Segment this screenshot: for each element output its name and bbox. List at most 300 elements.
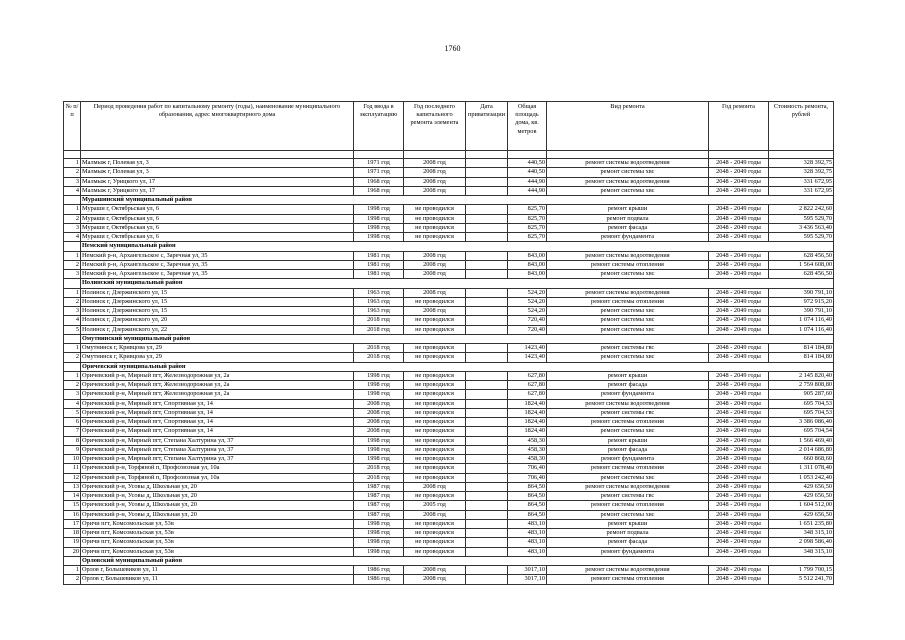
row-last-repair: не проводился (404, 344, 466, 353)
table-body (64, 151, 834, 585)
section-row (64, 196, 834, 205)
row-year-built: 1968 год (354, 186, 404, 195)
row-cost: 348 315,10 (769, 547, 834, 556)
row-number: 1 (64, 344, 81, 353)
row-address: Оричевский р-н, Мирный пгт, Спортивная ул, 14 (81, 418, 354, 427)
row-last-repair: не проводился (404, 492, 466, 501)
row-address: Оричевский р-н, Усовы д, Школьная ул, 20 (81, 492, 354, 501)
row-repair-type: ремонт крыши (547, 205, 709, 214)
row-privatization-date (466, 538, 508, 547)
table-row (64, 214, 834, 223)
row-repair-year: 2048 - 2049 годы (709, 325, 769, 334)
row-cost: 814 184,80 (769, 353, 834, 362)
row-year-built: 1971 год (354, 168, 404, 177)
row-privatization-date (466, 205, 508, 214)
header-last-repair: Год последнего капитального ремонта элемента (404, 102, 466, 151)
row-privatization-date (466, 547, 508, 556)
row-address: Оричевский р-н, Мирный пгт, Спортивная ул, 14 (81, 399, 354, 408)
row-number: 4 (64, 186, 81, 195)
row-last-repair: не проводился (404, 205, 466, 214)
row-number: 5 (64, 325, 81, 334)
row-repair-type: ремонт системы хвс (547, 186, 709, 195)
row-number: 2 (64, 381, 81, 390)
row-address: Оричи пгт, Комсомольская ул, 53в (81, 529, 354, 538)
row-cost: 328 392,75 (769, 159, 834, 168)
row-repair-year: 2048 - 2049 годы (709, 316, 769, 325)
row-cost: 5 512 241,70 (769, 575, 834, 584)
section-row (64, 279, 834, 288)
row-address: Оричевский р-н, Мирный пгт, Степана Халтурина ул, 37 (81, 445, 354, 454)
row-last-repair: не проводился (404, 371, 466, 380)
row-address: Мураши г, Октябрьская ул, 6 (81, 214, 354, 223)
row-cost: 429 656,50 (769, 482, 834, 491)
row-cost: 1 311 078,40 (769, 464, 834, 473)
row-privatization-date (466, 519, 508, 528)
row-privatization-date (466, 168, 508, 177)
row-number: 5 (64, 408, 81, 417)
row-last-repair: 2008 год (404, 307, 466, 316)
row-number: 4 (64, 399, 81, 408)
row-last-repair: 2008 год (404, 251, 466, 260)
table-row (64, 510, 834, 519)
row-area: 440,50 (508, 168, 547, 177)
row-privatization-date (466, 260, 508, 269)
row-last-repair: не проводился (404, 223, 466, 232)
row-number: 11 (64, 464, 81, 473)
row-repair-year: 2048 - 2049 годы (709, 186, 769, 195)
row-repair-year: 2048 - 2049 годы (709, 260, 769, 269)
row-last-repair: 2005 год (404, 501, 466, 510)
row-number: 1 (64, 251, 81, 260)
section-row (64, 242, 834, 251)
row-year-built: 1998 год (354, 445, 404, 454)
row-address: Малмыж г, Полевая ул, 3 (81, 168, 354, 177)
row-privatization-date (466, 233, 508, 242)
row-area: 720,40 (508, 325, 547, 334)
row-cost: 331 672,95 (769, 177, 834, 186)
row-area: 706,40 (508, 473, 547, 482)
row-cost: 695 704,53 (769, 408, 834, 417)
table-row (64, 390, 834, 399)
row-number: 2 (64, 297, 81, 306)
row-area: 483,10 (508, 538, 547, 547)
row-repair-year: 2048 - 2049 годы (709, 288, 769, 297)
row-area: 1423,40 (508, 344, 547, 353)
row-number: 1 (64, 205, 81, 214)
row-repair-year: 2048 - 2049 годы (709, 408, 769, 417)
row-year-built: 2008 год (354, 418, 404, 427)
row-cost: 2 759 808,80 (769, 381, 834, 390)
row-repair-type: ремонт фасада (547, 381, 709, 390)
row-address: Оричевский р-н, Усовы д, Школьная ул, 20 (81, 482, 354, 491)
row-cost: 1 074 116,40 (769, 316, 834, 325)
row-number: 19 (64, 538, 81, 547)
header-area: Общая площадь дома, кв. метров (508, 102, 547, 151)
row-repair-year: 2048 - 2049 годы (709, 223, 769, 232)
row-repair-type: ремонт системы водоотведения (547, 399, 709, 408)
row-address: Оричевский р-н, Мирный пгт, Степана Халтурина ул, 37 (81, 455, 354, 464)
table-row (64, 233, 834, 242)
row-privatization-date (466, 473, 508, 482)
row-number: 8 (64, 436, 81, 445)
row-last-repair: не проводился (404, 473, 466, 482)
row-address: Мураши г, Октябрьская ул, 6 (81, 223, 354, 232)
row-repair-type: ремонт системы хвс (547, 353, 709, 362)
row-address: Нолинск г, Дзержинского ул, 20 (81, 316, 354, 325)
row-privatization-date (466, 418, 508, 427)
row-repair-year: 2048 - 2049 годы (709, 538, 769, 547)
row-address: Малмыж г, Полевая ул, 3 (81, 159, 354, 168)
row-privatization-date (466, 353, 508, 362)
section-title: Омутнинский муниципальный район (81, 334, 834, 343)
row-last-repair: не проводился (404, 538, 466, 547)
row-repair-year: 2048 - 2049 годы (709, 492, 769, 501)
row-privatization-date (466, 390, 508, 399)
table-row (64, 501, 834, 510)
row-last-repair: 2008 год (404, 510, 466, 519)
row-privatization-date (466, 223, 508, 232)
row-repair-type: ремонт фасада (547, 538, 709, 547)
table-row (64, 297, 834, 306)
table-row (64, 575, 834, 584)
row-year-built: 1968 год (354, 177, 404, 186)
row-year-built: 1998 год (354, 455, 404, 464)
row-number: 12 (64, 473, 81, 482)
row-last-repair: не проводился (404, 464, 466, 473)
row-cost: 390 791,10 (769, 307, 834, 316)
row-area: 524,20 (508, 297, 547, 306)
row-privatization-date (466, 510, 508, 519)
row-year-built: 1987 год (354, 510, 404, 519)
row-last-repair: 2008 год (404, 288, 466, 297)
row-area: 825,70 (508, 205, 547, 214)
row-repair-year: 2048 - 2049 годы (709, 399, 769, 408)
row-cost: 2 014 686,80 (769, 445, 834, 454)
row-repair-type: ремонт крыши (547, 371, 709, 380)
row-number: 10 (64, 455, 81, 464)
table-row (64, 436, 834, 445)
row-cost: 2 145 820,40 (769, 371, 834, 380)
row-last-repair: 2008 год (404, 482, 466, 491)
row-repair-type: ремонт системы хвс (547, 427, 709, 436)
table-row (64, 492, 834, 501)
row-cost: 348 315,10 (769, 529, 834, 538)
row-cost: 429 656,50 (769, 492, 834, 501)
row-cost: 814 184,80 (769, 344, 834, 353)
row-address: Оричевский р-н, Мирный пгт, Спортивная ул, 14 (81, 408, 354, 417)
row-year-built: 1998 год (354, 371, 404, 380)
row-repair-year: 2048 - 2049 годы (709, 371, 769, 380)
row-cost: 328 392,75 (769, 168, 834, 177)
row-address: Малмыж г, Урицкого ул, 17 (81, 186, 354, 195)
row-cost: 331 672,95 (769, 186, 834, 195)
table-row (64, 344, 834, 353)
row-privatization-date (466, 344, 508, 353)
header-repair-type: Вид ремонта (547, 102, 709, 151)
row-year-built: 1998 год (354, 381, 404, 390)
table-row (64, 455, 834, 464)
table-row (64, 168, 834, 177)
row-privatization-date (466, 482, 508, 491)
table-row (64, 538, 834, 547)
row-area: 458,30 (508, 455, 547, 464)
row-year-built: 2018 год (354, 353, 404, 362)
row-area: 720,40 (508, 316, 547, 325)
row-repair-year: 2048 - 2049 годы (709, 445, 769, 454)
row-repair-type: ремонт фасада (547, 445, 709, 454)
section-spacer (64, 242, 81, 251)
row-repair-year: 2048 - 2049 годы (709, 159, 769, 168)
row-repair-type: ремонт системы гвс (547, 492, 709, 501)
row-last-repair: не проводился (404, 390, 466, 399)
row-privatization-date (466, 492, 508, 501)
row-year-built: 1986 год (354, 575, 404, 584)
row-address: Нолинск г, Дзержинского ул, 15 (81, 288, 354, 297)
header-privatization-date: Дата приватизации (466, 102, 508, 151)
row-repair-type: ремонт фундамента (547, 233, 709, 242)
row-cost: 972 915,20 (769, 297, 834, 306)
row-year-built: 1963 год (354, 297, 404, 306)
row-repair-year: 2048 - 2049 годы (709, 482, 769, 491)
row-cost: 3 436 563,40 (769, 223, 834, 232)
row-cost: 695 704,54 (769, 427, 834, 436)
row-area: 1824,40 (508, 427, 547, 436)
page-number: 1760 (444, 44, 461, 53)
row-area: 706,40 (508, 464, 547, 473)
row-number: 15 (64, 501, 81, 510)
row-repair-type: ремонт системы отопления (547, 464, 709, 473)
row-address: Мураши г, Октябрьская ул, 6 (81, 233, 354, 242)
row-repair-year: 2048 - 2049 годы (709, 566, 769, 575)
row-number: 6 (64, 418, 81, 427)
section-row (64, 334, 834, 343)
row-privatization-date (466, 270, 508, 279)
table-row (64, 186, 834, 195)
row-repair-year: 2048 - 2049 годы (709, 353, 769, 362)
row-number: 3 (64, 307, 81, 316)
row-address: Малмыж г, Урицкого ул, 17 (81, 177, 354, 186)
row-number: 2 (64, 260, 81, 269)
row-repair-type: ремонт фасада (547, 223, 709, 232)
row-repair-year: 2048 - 2049 годы (709, 381, 769, 390)
row-privatization-date (466, 464, 508, 473)
row-repair-type: ремонт системы гвс (547, 408, 709, 417)
row-repair-year: 2048 - 2049 годы (709, 214, 769, 223)
row-repair-type: ремонт системы водоотведения (547, 566, 709, 575)
section-title: Нолинский муниципальный район (81, 279, 834, 288)
row-address: Оричевский р-н, Мирный пгт, Железнодорожная ул, 2а (81, 390, 354, 399)
row-year-built: 1998 год (354, 205, 404, 214)
row-number: 1 (64, 566, 81, 575)
row-address: Нолинск г, Дзержинского ул, 15 (81, 297, 354, 306)
row-repair-year: 2048 - 2049 годы (709, 529, 769, 538)
table-row (64, 547, 834, 556)
row-area: 524,20 (508, 288, 547, 297)
row-repair-type: ремонт фундамента (547, 390, 709, 399)
row-repair-year: 2048 - 2049 годы (709, 455, 769, 464)
row-cost: 1 564 608,00 (769, 260, 834, 269)
row-last-repair: не проводился (404, 455, 466, 464)
row-area: 627,80 (508, 371, 547, 380)
row-repair-type: ремонт фундамента (547, 455, 709, 464)
row-address: Оричи пгт, Комсомольская ул, 53в (81, 519, 354, 528)
table-row (64, 399, 834, 408)
row-repair-type: ремонт системы хвс (547, 316, 709, 325)
row-number: 1 (64, 288, 81, 297)
row-area: 864,50 (508, 492, 547, 501)
row-year-built: 1998 год (354, 538, 404, 547)
row-area: 444,90 (508, 177, 547, 186)
row-year-built: 1998 год (354, 223, 404, 232)
row-year-built: 1998 год (354, 233, 404, 242)
row-last-repair: не проводился (404, 381, 466, 390)
table-row (64, 316, 834, 325)
row-repair-type: ремонт подвала (547, 214, 709, 223)
row-repair-year: 2048 - 2049 годы (709, 270, 769, 279)
row-repair-year: 2048 - 2049 годы (709, 464, 769, 473)
row-address: Орлов г, Большевиков ул, 11 (81, 575, 354, 584)
row-last-repair: не проводился (404, 418, 466, 427)
row-area: 627,80 (508, 381, 547, 390)
section-title: Немский муниципальный район (81, 242, 834, 251)
row-privatization-date (466, 399, 508, 408)
row-year-built: 2018 год (354, 464, 404, 473)
row-area: 3017,10 (508, 566, 547, 575)
row-year-built: 1998 год (354, 436, 404, 445)
table-row (64, 371, 834, 380)
row-last-repair: не проводился (404, 445, 466, 454)
row-last-repair: не проводился (404, 316, 466, 325)
row-privatization-date (466, 445, 508, 454)
table-row (64, 177, 834, 186)
row-privatization-date (466, 408, 508, 417)
row-privatization-date (466, 214, 508, 223)
row-number: 14 (64, 492, 81, 501)
section-spacer (64, 556, 81, 565)
row-repair-type: ремонт системы водоотведения (547, 177, 709, 186)
spacer-row (64, 151, 834, 159)
row-number: 20 (64, 547, 81, 556)
row-cost: 2 098 586,40 (769, 538, 834, 547)
row-repair-type: ремонт системы хвс (547, 510, 709, 519)
row-number: 3 (64, 223, 81, 232)
section-title: Орловский муниципальный район (81, 556, 834, 565)
table-row (64, 445, 834, 454)
row-last-repair: 2008 год (404, 575, 466, 584)
row-repair-year: 2048 - 2049 годы (709, 436, 769, 445)
row-area: 1824,40 (508, 408, 547, 417)
section-row (64, 556, 834, 565)
row-repair-type: ремонт системы отопления (547, 501, 709, 510)
row-address: Оричи пгт, Комсомольская ул, 53в (81, 538, 354, 547)
row-repair-type: ремонт системы отопления (547, 575, 709, 584)
table-row (64, 251, 834, 260)
row-cost: 1 651 235,80 (769, 519, 834, 528)
row-cost: 1 604 512,00 (769, 501, 834, 510)
row-last-repair: 2008 год (404, 270, 466, 279)
row-last-repair: не проводился (404, 519, 466, 528)
row-privatization-date (466, 575, 508, 584)
section-spacer (64, 362, 81, 371)
row-privatization-date (466, 436, 508, 445)
row-number: 17 (64, 519, 81, 528)
row-repair-type: ремонт системы отопления (547, 297, 709, 306)
row-address: Оричевский р-н, Усовы д, Школьная ул, 20 (81, 501, 354, 510)
section-row (64, 362, 834, 371)
row-repair-year: 2048 - 2049 годы (709, 473, 769, 482)
row-address: Немский р-н, Архангельское с, Заречная ул, 35 (81, 260, 354, 269)
row-cost: 390 791,10 (769, 288, 834, 297)
row-repair-year: 2048 - 2049 годы (709, 418, 769, 427)
row-number: 2 (64, 575, 81, 584)
row-address: Нолинск г, Дзержинского ул, 15 (81, 307, 354, 316)
table-row (64, 418, 834, 427)
row-repair-year: 2048 - 2049 годы (709, 168, 769, 177)
row-cost: 595 529,70 (769, 233, 834, 242)
row-address: Оричевский р-н, Мирный пгт, Спортивная ул, 14 (81, 427, 354, 436)
row-repair-type: ремонт системы водоотведения (547, 159, 709, 168)
row-privatization-date (466, 297, 508, 306)
table-row (64, 529, 834, 538)
section-spacer (64, 196, 81, 205)
row-cost: 905 287,60 (769, 390, 834, 399)
row-year-built: 1963 год (354, 288, 404, 297)
row-last-repair: не проводился (404, 233, 466, 242)
row-address: Нолинск г, Дзержинского ул, 22 (81, 325, 354, 334)
row-year-built: 1987 год (354, 492, 404, 501)
row-repair-year: 2048 - 2049 годы (709, 297, 769, 306)
table-header-row (64, 102, 834, 151)
row-repair-type: ремонт системы хвс (547, 473, 709, 482)
table-row (64, 159, 834, 168)
row-year-built: 1998 год (354, 390, 404, 399)
row-repair-year: 2048 - 2049 годы (709, 177, 769, 186)
row-repair-type: ремонт системы гвс (547, 344, 709, 353)
row-cost: 660 868,60 (769, 455, 834, 464)
row-repair-type: ремонт системы хвс (547, 270, 709, 279)
row-number: 1 (64, 159, 81, 168)
row-last-repair: не проводился (404, 547, 466, 556)
row-last-repair: 2008 год (404, 159, 466, 168)
row-address: Оричевский р-н, Усовы д, Школьная ул, 20 (81, 510, 354, 519)
table-row (64, 260, 834, 269)
row-area: 1824,40 (508, 418, 547, 427)
table-row (64, 381, 834, 390)
row-last-repair: не проводился (404, 214, 466, 223)
row-cost: 429 656,50 (769, 510, 834, 519)
row-area: 825,70 (508, 214, 547, 223)
table-row (64, 288, 834, 297)
section-spacer (64, 279, 81, 288)
row-repair-year: 2048 - 2049 годы (709, 547, 769, 556)
row-number: 4 (64, 316, 81, 325)
table-row (64, 270, 834, 279)
row-cost: 1 799 700,15 (769, 566, 834, 575)
header-address: Период проведения работ по капитальному ремонту (годы), наименование муниципального образования, адрес многоквартирного дома (81, 102, 354, 151)
row-last-repair: 2008 год (404, 186, 466, 195)
row-repair-year: 2048 - 2049 годы (709, 519, 769, 528)
row-cost: 628 456,50 (769, 270, 834, 279)
row-repair-year: 2048 - 2049 годы (709, 344, 769, 353)
table-row (64, 566, 834, 575)
row-last-repair: не проводился (404, 325, 466, 334)
row-address: Немский р-н, Архангельское с, Заречная ул, 35 (81, 251, 354, 260)
row-number: 7 (64, 427, 81, 436)
table-row (64, 223, 834, 232)
row-address: Оричевский р-н, Мирный пгт, Железнодорожная ул, 2а (81, 371, 354, 380)
row-last-repair: 2008 год (404, 177, 466, 186)
table-row (64, 408, 834, 417)
